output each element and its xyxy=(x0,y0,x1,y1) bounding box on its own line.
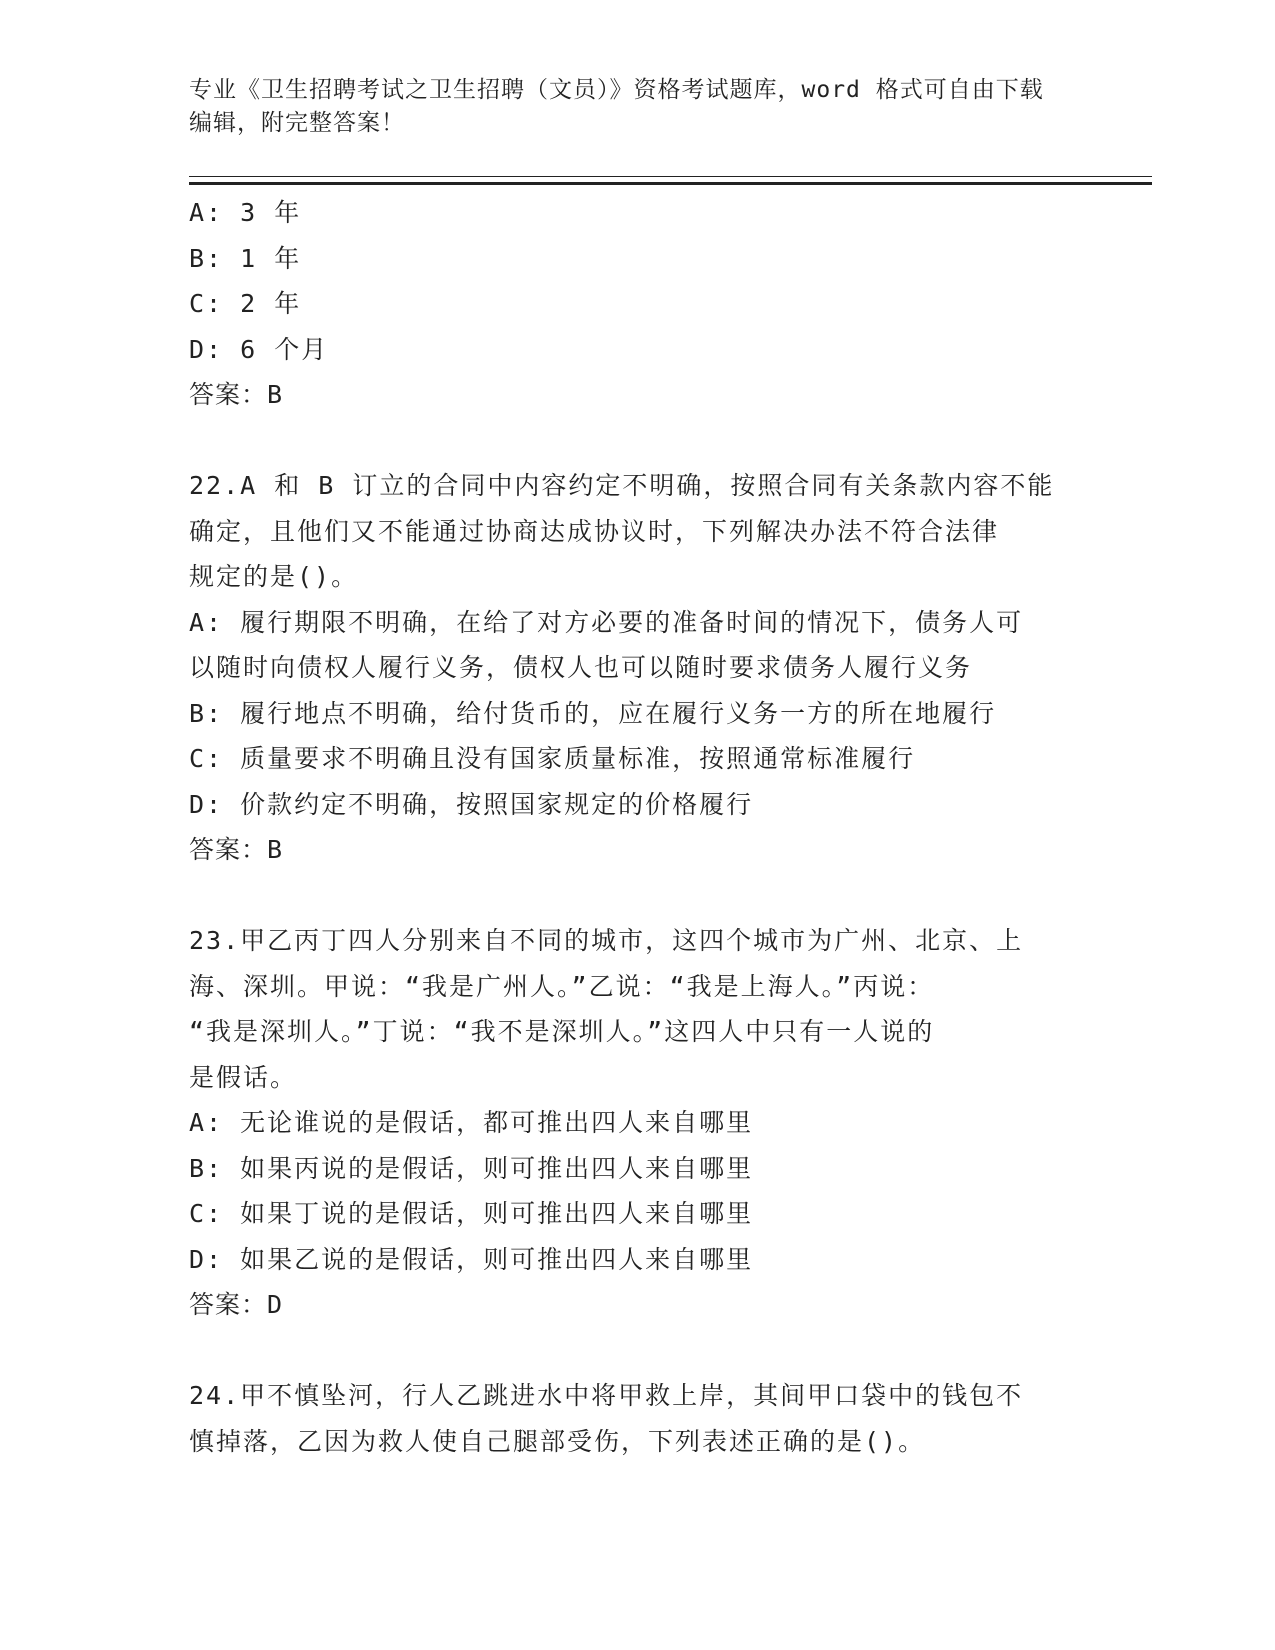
option-d: D: 6 个月 xyxy=(189,334,329,364)
header-line-1: 专业《卫生招聘考试之卫生招聘（文员）》资格考试题库，word 格式可自由下载 xyxy=(189,77,1044,103)
question-stem-line: 23.甲乙丙丁四人分别来自不同的城市，这四个城市为广州、北京、上 xyxy=(189,926,1024,955)
question-stem-line: 是假话。 xyxy=(189,1062,298,1092)
question-22 xyxy=(189,463,1069,873)
document-header xyxy=(189,74,1069,140)
answer-line: 答案：B xyxy=(189,835,284,864)
option-c: C: 2 年 xyxy=(189,289,302,318)
question-21 xyxy=(189,190,1069,418)
question-stem-line: 慎掉落，乙因为救人使自己腿部受伤，下列表述正确的是()。 xyxy=(189,1426,926,1456)
header-divider-thin xyxy=(189,176,1152,177)
option-c: C: 如果丁说的是假话，则可推出四人来自哪里 xyxy=(189,1199,754,1228)
header-divider-thick xyxy=(189,182,1152,185)
option-b: B: 如果丙说的是假话，则可推出四人来自哪里 xyxy=(189,1153,754,1183)
question-list xyxy=(189,190,1069,1464)
question-24 xyxy=(189,1373,1069,1464)
answer-line: 答案：D xyxy=(189,1290,284,1319)
question-stem-line: 确定，且他们又不能通过协商达成协议时，下列解决办法不符合法律 xyxy=(189,516,1000,546)
header-line-2: 编辑，附完整答案！ xyxy=(189,110,405,136)
option-a: A: 3 年 xyxy=(189,198,302,227)
question-stem-line: 22.A 和 B 订立的合同中内容约定不明确，按照合同有关条款内容不能 xyxy=(189,471,1055,500)
option-a-continued: 以随时向债权人履行义务，债权人也可以随时要求债务人履行义务 xyxy=(189,653,973,682)
option-c: C: 质量要求不明确且没有国家质量标准，按照通常标准履行 xyxy=(189,744,916,773)
option-a: A: 无论谁说的是假话，都可推出四人来自哪里 xyxy=(189,1108,754,1137)
option-d: D: 价款约定不明确，按照国家规定的价格履行 xyxy=(189,789,754,819)
question-stem-line: “我是深圳人。”丁说：“我不是深圳人。”这四人中只有一人说的 xyxy=(189,1017,935,1046)
option-d: D: 如果乙说的是假话，则可推出四人来自哪里 xyxy=(189,1244,754,1274)
answer-line: 答案：B xyxy=(189,380,284,409)
option-a: A: 履行期限不明确，在给了对方必要的准备时间的情况下，债务人可 xyxy=(189,607,1024,637)
option-b: B: 履行地点不明确，给付货币的，应在履行义务一方的所在地履行 xyxy=(189,698,997,728)
question-stem-line: 24.甲不慎坠河，行人乙跳进水中将甲救上岸，其间甲口袋中的钱包不 xyxy=(189,1381,1024,1410)
question-stem-line: 海、深圳。甲说：“我是广州人。”乙说：“我是上海人。”丙说： xyxy=(189,971,935,1001)
question-stem-line: 规定的是()。 xyxy=(189,562,359,591)
option-b: B: 1 年 xyxy=(189,243,302,273)
question-23 xyxy=(189,918,1069,1328)
